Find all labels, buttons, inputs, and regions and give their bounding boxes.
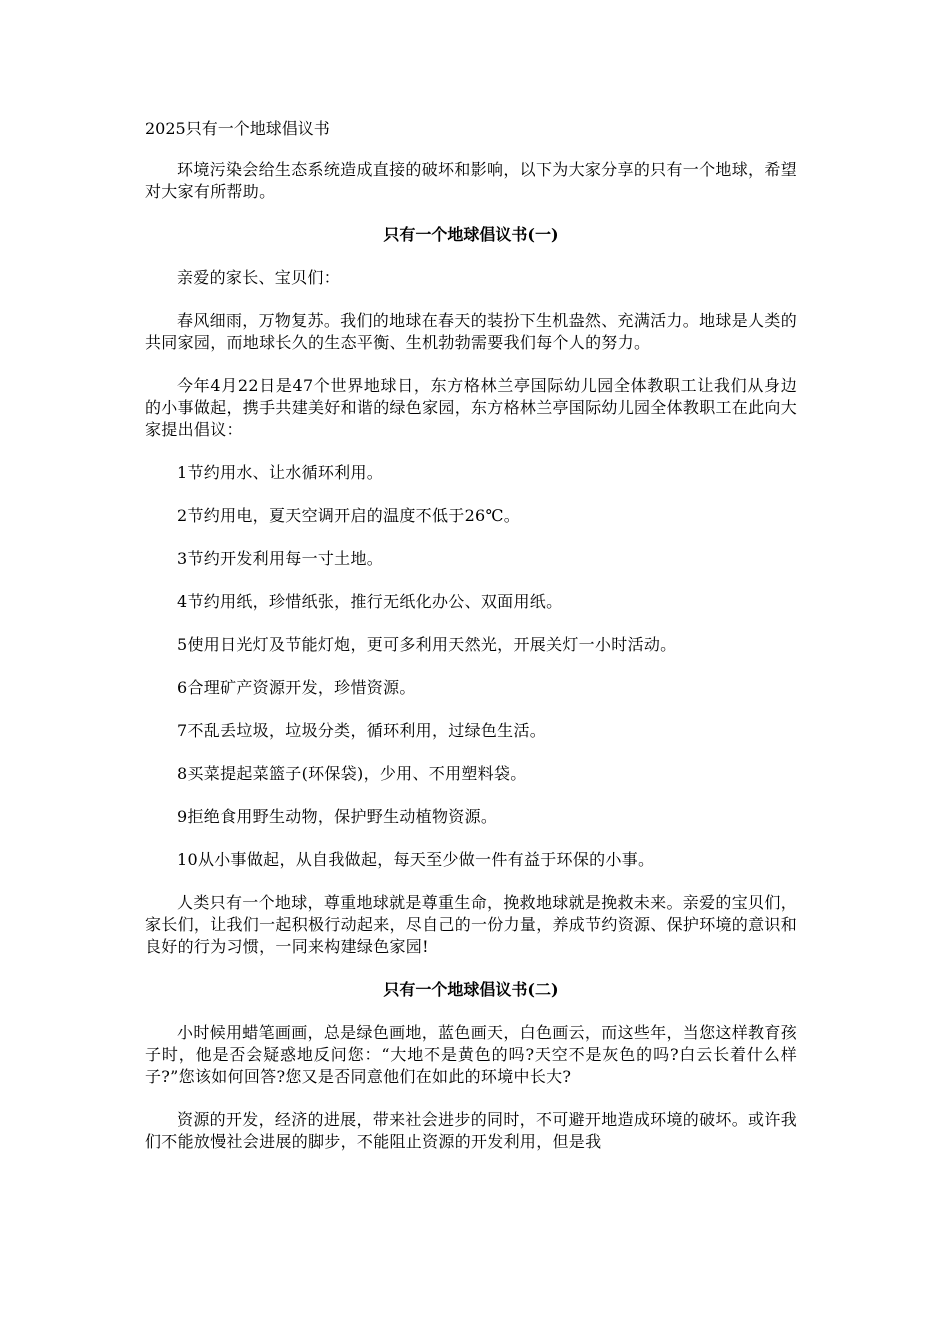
salutation: 亲爱的家长、宝贝们： [177,268,341,287]
proposal-item: 3节约开发利用每一寸土地。 [177,549,384,568]
document-title: 2025只有一个地球倡议书 [145,119,330,138]
proposal-item: 7不乱丢垃圾，垃圾分类，循环利用，过绿色生活。 [177,721,547,740]
document-body [145,159,797,1174]
section-heading-1: 只有一个地球倡议书(一) [383,225,559,244]
proposal-item: 2节约用电，夏天空调开启的温度不低于26℃。 [177,506,521,525]
proposal-item: 5使用日光灯及节能灯炮，更可多利用天然光，开展关灯一小时活动。 [177,635,677,654]
proposal-item: 8买菜提起菜篮子(环保袋)，少用、不用塑料袋。 [177,764,527,783]
proposal-item: 4节约用纸，珍惜纸张，推行无纸化办公、双面用纸。 [177,592,563,611]
paragraph: 资源的开发，经济的进展，带来社会进步的同时，不可避开地造成环境的破坏。或许我们不能放慢社会进展的脚步，不能阻止资源的开发利用，但是我 [145,1110,797,1151]
proposal-item: 9拒绝食用野生动物，保护野生动植物资源。 [177,807,498,826]
paragraph: 小时候用蜡笔画画，总是绿色画地，蓝色画天，白色画云，而这些年，当您这样教育孩子时，他是否会疑惑地反问您：“大地不是黄色的吗?天空不是灰色的吗?白云长着什么样子?”您该如何回答?您又是否同意他们在如此的环境中长大? [145,1023,797,1086]
paragraph: 春风细雨，万物复苏。我们的地球在春天的装扮下生机盎然、充满活力。地球是人类的共同家园，而地球长久的生态平衡、生机勃勃需要我们每个人的努力。 [145,311,797,352]
proposal-item: 10从小事做起，从自我做起，每天至少做一件有益于环保的小事。 [177,850,655,869]
proposal-item: 1节约用水、让水循环利用。 [177,463,384,482]
paragraph: 今年4月22日是47个世界地球日，东方格林兰亭国际幼儿园全体教职工让我们从身边的小事做起，携手共建美好和谐的绿色家园，东方格林兰亭国际幼儿园全体教职工在此向大家提出倡议： [145,376,798,439]
section-heading-2: 只有一个地球倡议书(二) [383,980,559,999]
intro-paragraph: 环境污染会给生态系统造成直接的破坏和影响，以下为大家分享的只有一个地球，希望对大家有所帮助。 [145,160,797,201]
closing-paragraph: 人类只有一个地球，尊重地球就是尊重生命，挽救地球就是挽救未来。亲爱的宝贝们，家长们，让我们一起积极行动起来，尽自己的一份力量，养成节约资源、保护环境的意识和良好的行为习惯，一同来构建绿色家园! [145,893,798,956]
proposal-item: 6合理矿产资源开发，珍惜资源。 [177,678,416,697]
